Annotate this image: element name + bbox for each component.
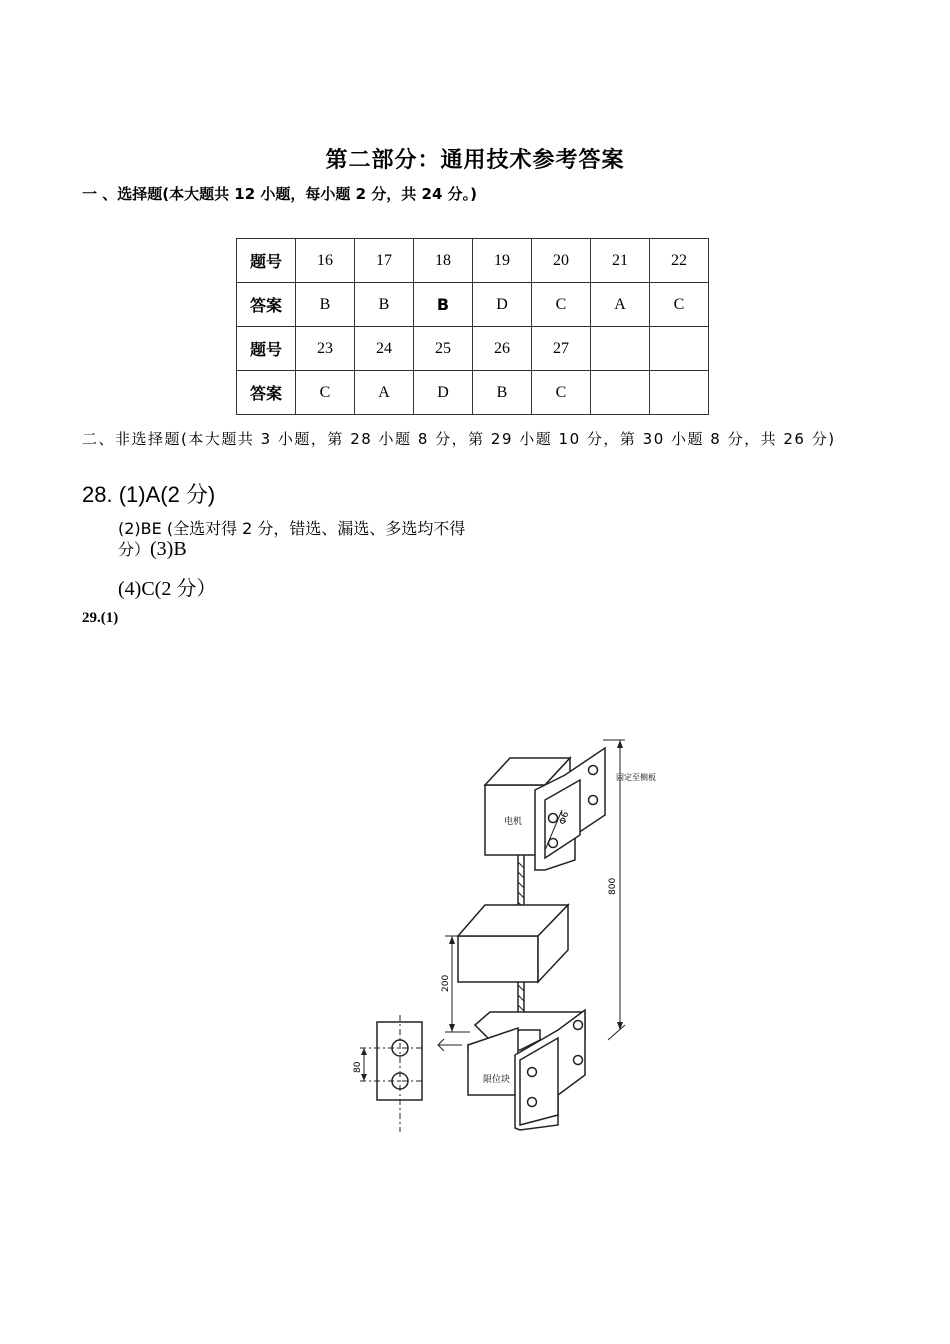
dim-800-label: 800: [608, 877, 618, 895]
table-cell: [591, 371, 650, 415]
dim-200-label: 200: [441, 974, 451, 992]
table-row: [237, 239, 709, 283]
table-cell: 23: [296, 327, 355, 371]
q28-answer-3: [118, 537, 187, 561]
page-title: 第二部分：通用技术参考答案: [325, 148, 625, 173]
section1-heading: 一 、选择题(本大题共 12 小题，每小题 2 分，共 24 分。): [82, 185, 477, 203]
answer-table: [236, 238, 709, 415]
q28-answer-3-text: (3)B: [150, 538, 187, 560]
q28-answer-2-cont: 分）: [118, 540, 151, 559]
slider-block: [458, 905, 568, 982]
table-cell: 18: [414, 239, 473, 283]
table-cell: C: [532, 371, 591, 415]
table-cell: 17: [355, 239, 414, 283]
q28-answer-4: (4)C(2 分）: [118, 578, 217, 600]
fixed-label: 固定至侧板: [616, 773, 656, 782]
table-cell: B: [296, 283, 355, 327]
table-cell: 19: [473, 239, 532, 283]
table-cell: [650, 371, 709, 415]
table-cell: B: [355, 283, 414, 327]
table-row: [237, 283, 709, 327]
table-cell: 20: [532, 239, 591, 283]
table-cell: D: [414, 371, 473, 415]
table-cell: [650, 327, 709, 371]
row-label: 题号: [237, 327, 296, 371]
dim-80-label: 80: [353, 1061, 363, 1073]
table-cell: A: [591, 283, 650, 327]
table-cell: A: [355, 371, 414, 415]
motor-label: 电机: [504, 817, 523, 827]
direction-arrow: [438, 1039, 462, 1051]
row-label: 答案: [237, 283, 296, 327]
table-cell: [591, 327, 650, 371]
table-cell: C: [650, 283, 709, 327]
section2-heading: 二、非选择题(本大题共 3 小题，第 28 小题 8 分，第 29 小题 10 分，第 30 小题 8 分，共 26 分): [82, 430, 836, 448]
mechanism-diagram: [340, 730, 680, 1140]
table-cell: D: [473, 283, 532, 327]
bottom-bracket: [468, 1010, 585, 1130]
table-row: [237, 371, 709, 415]
side-plate: [360, 1015, 425, 1132]
table-cell: 27: [532, 327, 591, 371]
row-label: 题号: [237, 239, 296, 283]
table-cell: 16: [296, 239, 355, 283]
table-cell: 26: [473, 327, 532, 371]
q28-answer-1: 28. (1)A(2 分): [82, 482, 216, 507]
table-row: [237, 327, 709, 371]
table-cell: B: [473, 371, 532, 415]
table-cell: C: [296, 371, 355, 415]
q29-label: 29.(1): [82, 610, 119, 626]
table-cell: B: [414, 283, 473, 327]
table-cell: 25: [414, 327, 473, 371]
stop-label: 限位块: [483, 1075, 511, 1085]
dim-phi6-label: Φ6: [558, 810, 572, 826]
table-cell: 21: [591, 239, 650, 283]
row-label: 答案: [237, 371, 296, 415]
q28-answer-2: (2)BE (全选对得 2 分，错选、漏选、多选均不得: [118, 519, 466, 538]
table-cell: 24: [355, 327, 414, 371]
table-cell: C: [532, 283, 591, 327]
table-cell: 22: [650, 239, 709, 283]
